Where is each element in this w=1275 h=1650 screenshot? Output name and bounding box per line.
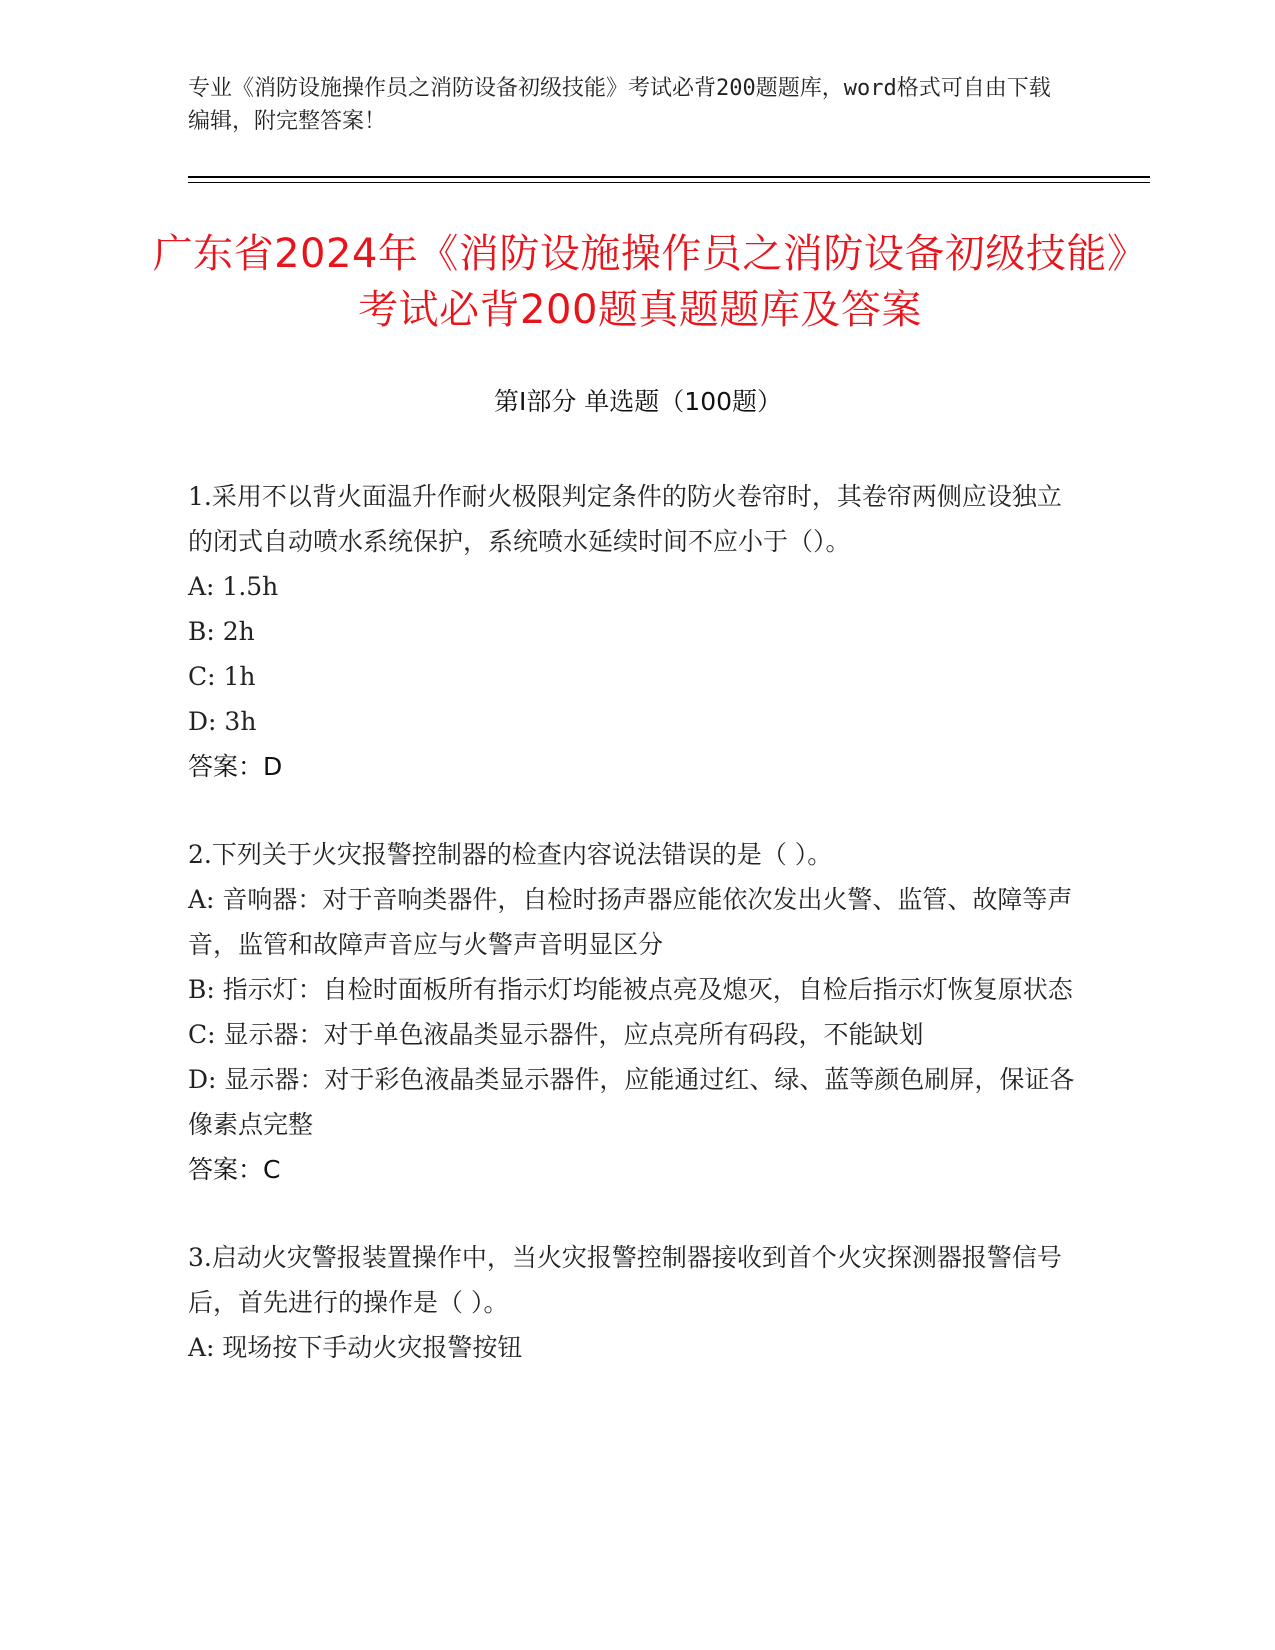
answer: 答案：C [188,1155,281,1184]
option-b: B: 2h [188,617,255,646]
answer: 答案：D [188,752,283,781]
option-c: C: 1h [188,662,256,691]
header-divider-thick [188,176,1150,178]
question-1 [188,474,1078,789]
question-3 [188,1235,1078,1370]
question-2 [188,832,1078,1192]
document-title: 广东省2024年《消防设施操作员之消防设备初级技能》考试必背200题真题题库及答案 [152,231,1128,333]
question-stem: 3.启动火灾警报装置操作中，当火灾报警控制器接收到首个火灾探测器报警信号后，首先进行的操作是（ ）。 [188,1243,1062,1317]
option-b: B: 指示灯：自检时面板所有指示灯均能被点亮及熄灭，自检后指示灯恢复原状态 [188,975,1073,1004]
question-stem: 1.采用不以背火面温升作耐火极限判定条件的防火卷帘时，其卷帘两侧应设独立的闭式自动喷水系统保护，系统喷水延续时间不应小于（）。 [188,482,1062,556]
section-heading: 第Ⅰ部分 单选题（100题） [493,387,783,416]
option-a: A: 1.5h [188,572,279,601]
header-divider-thin [188,182,1150,183]
option-c: C: 显示器：对于单色液晶类显示器件，应点亮所有码段，不能缺划 [188,1020,924,1049]
option-a: A: 现场按下手动火灾报警按钮 [188,1333,523,1362]
header-note: 专业《消防设施操作员之消防设备初级技能》考试必背200题题库，word格式可自由下载编辑，附完整答案！ [188,76,1051,134]
question-list [188,474,1078,1413]
question-stem: 2.下列关于火灾报警控制器的检查内容说法错误的是（ ）。 [188,840,833,869]
option-d: D: 3h [188,707,257,736]
option-a: A: 音响器：对于音响类器件，自检时扬声器应能依次发出火警、监管、故障等声音，监管和故障声音应与火警声音明显区分 [188,885,1073,959]
option-d: D: 显示器：对于彩色液晶类显示器件，应能通过红、绿、蓝等颜色刷屏，保证各像素点完整 [188,1065,1075,1139]
